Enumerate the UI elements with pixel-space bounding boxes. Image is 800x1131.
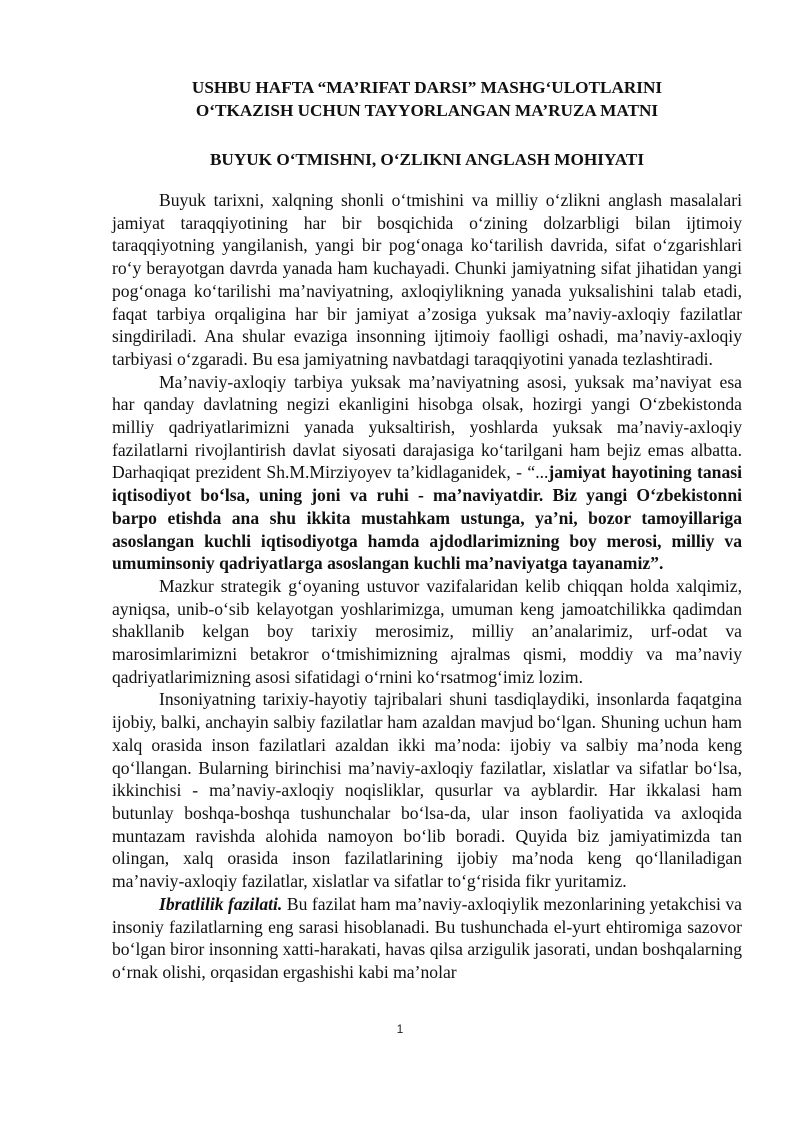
- document-page: [112, 76, 742, 984]
- section-term: Ibratlilik fazilati.: [159, 893, 283, 914]
- paragraph-2: [112, 371, 742, 575]
- title-line-2: O‘TKAZISH UCHUN TAYYORLANGAN MA’RUZA MATNI: [195, 101, 659, 120]
- paragraph-4: Insoniyatning tarixiy-hayotiy tajribalari shuni tasdiqlaydiki, insonlarda faqatgina ijobiy, balki, anchayin salbiy fazilatlar ham azaldan mavjud bo‘lgan. Shuning uchun ham xalq orasida inson fazilatlari azaldan ikki ma’noda: ijobiy va salbiy ma’noda keng qo‘llangan. Bularning birinchisi ma’naviy-axloqiy fazilatlar, xislatlar va sifatlar bo‘lsa, ikkinchisi - ma’naviy-axloqiy noqisliklar, qusurlar va ayblardir. Har ikkalasi ham butunlay boshqa-boshqa tushunchalar bo‘lsa-da, ular inson faoliyatida va axloqida muntazam ravishda alohida namoyon bo‘lib boradi. Quyida biz jamiyatimizda tan olingan, xalq orasida inson fazilatlarining ijobiy ma’noda keng qo‘llaniladigan ma’naviy-axloqiy fazilatlar, xislatlar va sifatlar to‘g‘risida fikr yuritamiz.: [112, 689, 742, 892]
- paragraph-5-text: Bu fazilat ham ma’naviy-axloqiylik mezonlarining yetakchisi va insoniy fazilatlarning eng sarasi hisoblanadi. Bu tushunchada el-yurt ehtiromiga sazovor bo‘lgan biror insonning xatti-harakati, havas qilsa arzigulik jasorati, undan boshqalarning o‘rnak olishi, orqasidan ergashishi kabi ma’nolar: [112, 893, 742, 982]
- paragraph-1: Buyuk tarixni, xalqning shonli o‘tmishini va milliy o‘zlikni anglash masalalari jamiyat taraqqiyotining har bir bosqichida o‘zining dolzarbligi bilan ijtimoiy taraqqiyotning yangilanish, yangi bir pog‘onaga ko‘tarilish davrida, sifat o‘zgarishlari ro‘y berayotgan davrda yanada ham kuchayadi. Chunki jamiyatning sifat jihatidan yangi pog‘onaga ko‘tarilishi ma’naviyatning, axloqiylikning yanada yuksalishini talab etadi, faqat tarbiya orqaligina har bir jamiyat a’zosiga yuksak ma’naviy-axloqiy fazilatlar singdiriladi. Ana shular evaziga insonning ijtimoiy faolligi oshadi, ma’naviy-axloqiy tarbiyasi o‘zgaradi. Bu esa jamiyatning navbatdagi taraqqiyotini yanada tezlashtiradi.: [112, 190, 742, 369]
- document-title: [112, 76, 742, 122]
- document-subtitle: BUYUK O‘TMISHNI, O‘ZLIKNI ANGLASH MOHIYATI: [209, 150, 645, 169]
- paragraph-3: Mazkur strategik g‘oyaning ustuvor vazifalaridan kelib chiqqan holda xalqimiz, ayniqsa, unib-o‘sib kelayotgan yoshlarimizga, umuman keng jamoatchilikka qadimdan shakllanib kelgan boy tarixiy merosimiz, milliy an’analarimiz, urf-odat va marosimlarimizni betakror o‘tmishimizning ajralmas qismi, moddiy va ma’naviy qadriyatlarimizning asosi sifatidagi o‘rnini ko‘rsatmog‘imiz lozim.: [112, 575, 742, 687]
- paragraph-2-intro: Ma’naviy-axloqiy tarbiya yuksak ma’naviyatning asosi, yuksak ma’naviyat esa har qanday davlatning negizi ekanligini hisobga olsak, hozirgi yangi O‘zbekistonda milliy qadriyatlarimizni yanada yuksaltirish, yoshlarda yuksak ma’naviy-axloqiy fazilatlarni rivojlantirish davlat siyosati darajasiga ko‘tarilgani ham bejiz emas albatta. Darhaqiqat prezident Sh.M.Mirziyoyev ta’kidlaganidek, - “...: [112, 371, 742, 483]
- title-line-1: USHBU HAFTA “MA’RIFAT DARSI” MASHG‘ULOTLARINI: [191, 78, 663, 97]
- page-number: 1: [396, 1022, 404, 1036]
- president-quote: jamiyat hayotining tanasi iqtisodiyot bo‘lsa, uning joni va ruhi - ma’naviyatdir. Biz yangi O‘zbekistonni barpo etishda ana shu ikkita mustahkam ustunga, ya’ni, bozor tamoyillariga asoslangan kuchli iqtisodiyotga hamda ajdodlarimizning boy merosi, milliy va umuminsoniy qadriyatlarga asoslangan kuchli ma’naviyatga tayanamiz”.: [112, 462, 742, 574]
- paragraph-5: [112, 893, 742, 984]
